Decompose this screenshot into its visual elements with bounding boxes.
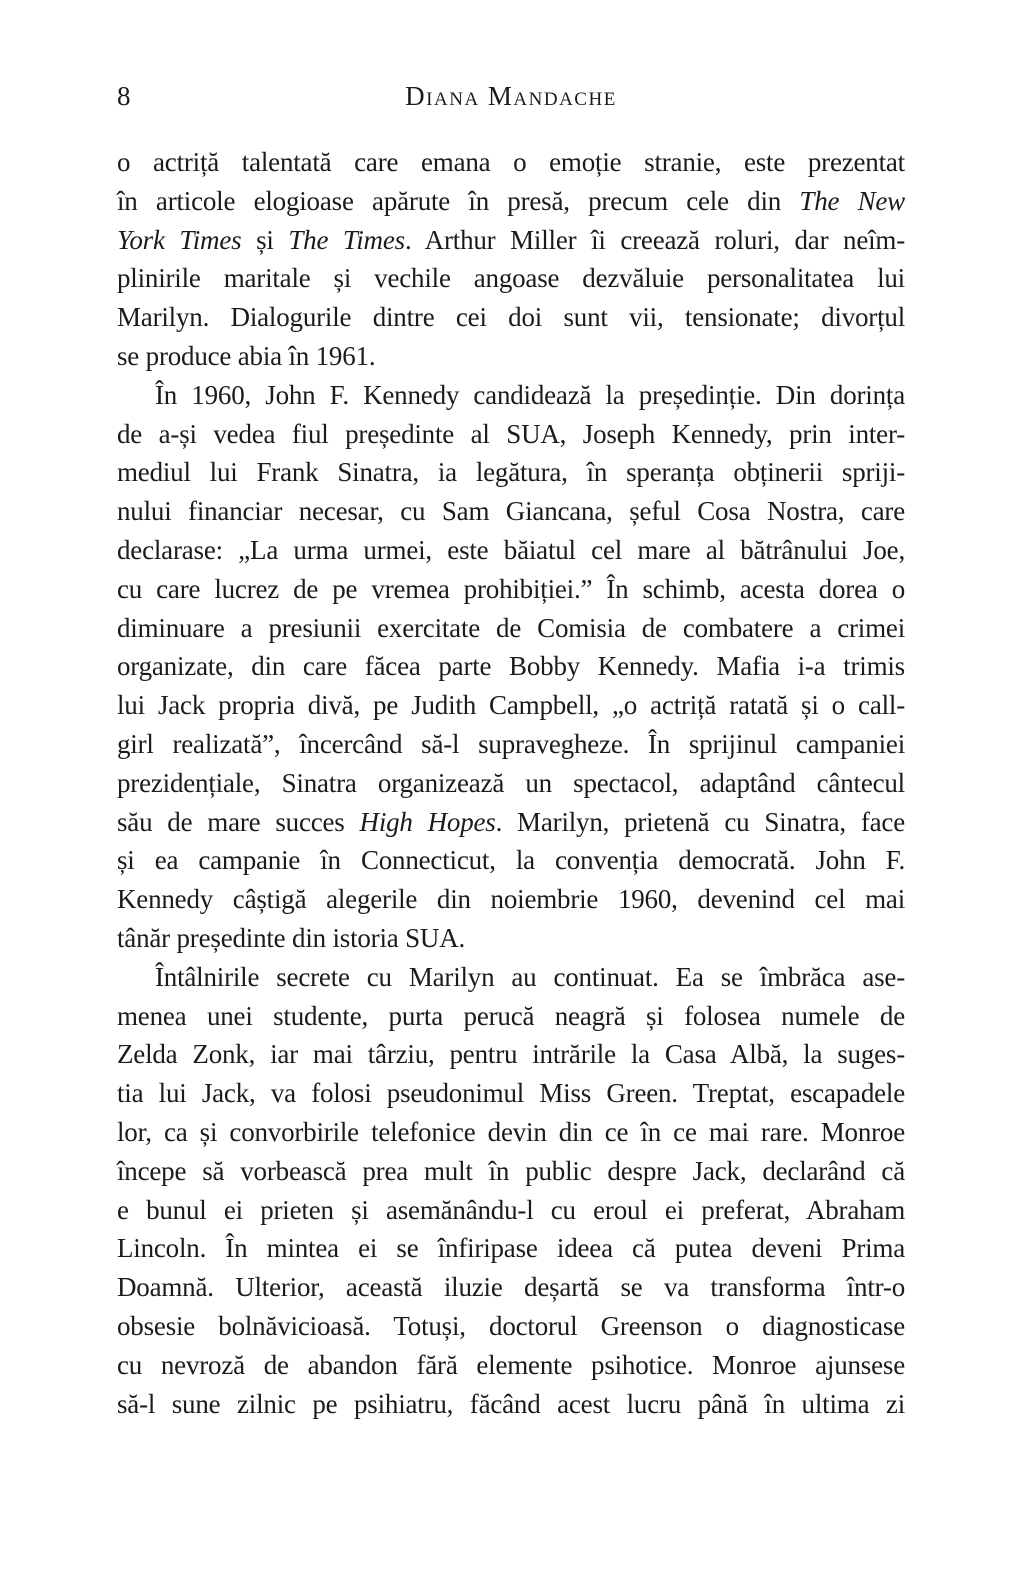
text-line [117, 298, 905, 337]
text-line [117, 531, 905, 570]
body-text: diminuare a presiunii exercitate de Comisia de combatere a crimei [117, 612, 905, 643]
body-text: obsesie bolnăvicioasă. Totuși, doctorul Greenson o diagnosticase [117, 1310, 905, 1341]
body-text: și [241, 224, 289, 255]
text-line [117, 647, 905, 686]
text-line [117, 415, 905, 454]
text-line [117, 1385, 905, 1424]
text-line [117, 1113, 905, 1152]
page-number: 8 [117, 81, 131, 111]
text-line [117, 1152, 905, 1191]
body-text: În 1960, John F. Kennedy candidează la președinție. Din dorința [155, 379, 905, 410]
body-text: începe să vorbească prea mult în public despre Jack, declarând că [117, 1155, 905, 1186]
text-line [117, 803, 905, 842]
text-line [117, 1035, 905, 1074]
running-header [117, 80, 905, 112]
body-text: se produce abia în 1961. [117, 340, 376, 371]
text-line [117, 919, 905, 958]
text-line [117, 997, 905, 1036]
body-text: și ea campanie în Connecticut, la convenția democrată. John F. [117, 845, 905, 876]
body-text: Lincoln. În mintea ei se înfiripase ideea că putea deveni Prima [117, 1233, 905, 1264]
body-text: declarase: „La urma urmei, este băiatul cel mare al bătrânului Joe, [117, 534, 905, 565]
body-text: . Marilyn, prietenă cu Sinatra, face [495, 806, 905, 837]
body-text: Doamnă. Ulterior, această iluzie deșartă se va transforma într-o [117, 1272, 905, 1303]
body-text: prezidențiale, Sinatra organizează un spectacol, adaptând cântecul [117, 767, 905, 798]
body-text: său de mare succes [117, 806, 360, 837]
body-text: cu care lucrez de pe vremea prohibiției.” În schimb, acesta dorea o [117, 573, 905, 604]
text-line [117, 221, 905, 260]
text-line [117, 1229, 905, 1268]
text-line [117, 1191, 905, 1230]
text-line [117, 259, 905, 298]
body-text: lor, ca și convorbirile telefonice devin din ce în ce mai rare. Monroe [117, 1116, 905, 1147]
text-line [117, 1346, 905, 1385]
text-line [117, 764, 905, 803]
body-text: menea unei studente, purta perucă neagră și folosea numele de [117, 1000, 905, 1031]
body-text: e bunul ei prieten și asemănându-l cu eroul ei preferat, Abraham [117, 1194, 905, 1225]
body-text: o actriță talentată care emana o emoție stranie, este prezentat [117, 147, 905, 177]
text-line [117, 182, 905, 221]
text-line [117, 453, 905, 492]
body-text: girl realizată”, încercând să-l supravegheze. În sprijinul campaniei [117, 728, 905, 759]
text-line [117, 143, 905, 182]
text-block [117, 143, 905, 1423]
body-text: de a-și vedea fiul președinte al SUA, Joseph Kennedy, prin inter- [117, 418, 905, 449]
italic-text: High Hopes [359, 806, 496, 837]
text-line [117, 1307, 905, 1346]
running-header-title: Diana Mandache [405, 81, 617, 111]
body-text: în articole elogioase apărute în presă, precum cele din [117, 185, 800, 216]
body-text: cu nevroză de abandon fără elemente psihotice. Monroe ajunsese [117, 1349, 905, 1380]
body-text: Marilyn. Dialogurile dintre cei doi sunt vii, tensionate; divorțul [117, 302, 905, 333]
text-line [117, 958, 905, 997]
text-line [117, 570, 905, 609]
text-line [117, 1268, 905, 1307]
body-text: lui Jack propria divă, pe Judith Campbell, „o actriță ratată și o call- [117, 690, 905, 721]
text-line [117, 376, 905, 415]
text-line [117, 725, 905, 764]
body-text: nului financiar necesar, cu Sam Giancana, șeful Cosa Nostra, care [117, 496, 905, 527]
text-line [117, 1074, 905, 1113]
text-line [117, 880, 905, 919]
body-text: mediul lui Frank Sinatra, ia legătura, în speranța obținerii spriji- [117, 457, 905, 488]
body-text: plinirile maritale și vechile angoase dezvăluie personalitatea lui [117, 263, 905, 294]
text-line [117, 841, 905, 880]
text-line [117, 337, 905, 376]
italic-text: York Times [117, 224, 242, 255]
body-text: . Arthur Miller îi creează roluri, dar neîm- [404, 224, 906, 255]
text-line [117, 492, 905, 531]
text-line [117, 609, 905, 648]
text-line [117, 686, 905, 725]
body-text: Întâlnirile secrete cu Marilyn au continuat. Ea se îmbrăca ase- [155, 961, 905, 992]
body-text: tânăr președinte din istoria SUA. [117, 922, 466, 953]
italic-text: The New [799, 185, 905, 216]
body-text: să-l sune zilnic pe psihiatru, făcând acest lucru până în ultima zi [117, 1388, 905, 1419]
body-text: Kennedy câștigă alegerile din noiembrie 1960, devenind cel mai [117, 884, 905, 915]
body-text: Zelda Zonk, iar mai târziu, pentru intrările la Casa Albă, la suges- [117, 1039, 905, 1070]
italic-text: The Times [288, 224, 405, 255]
body-text: tia lui Jack, va folosi pseudonimul Miss Green. Treptat, escapadele [117, 1078, 905, 1109]
body-text: organizate, din care făcea parte Bobby Kennedy. Mafia i-a trimis [117, 651, 905, 682]
